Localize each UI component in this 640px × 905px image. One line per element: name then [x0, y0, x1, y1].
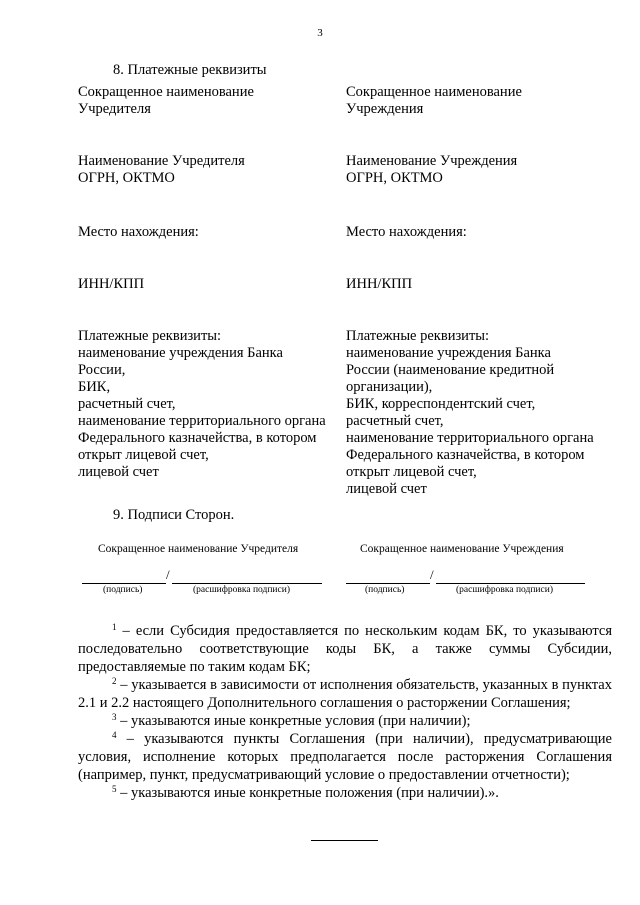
founder-name-line: ОГРН, ОКТМО: [78, 170, 175, 186]
founder-payment-details: [78, 328, 326, 481]
payment-line: России,: [78, 362, 126, 378]
payment-line: БИК, корреспондентский счет,: [346, 396, 536, 412]
footnote: [78, 730, 612, 784]
footnote-mark: 2: [112, 676, 117, 686]
founder-short-name-line: Сокращенное наименование: [78, 84, 254, 100]
payment-line: расчетный счет,: [78, 396, 176, 412]
payment-line: организации),: [346, 379, 433, 395]
institution-decoding-line: [436, 583, 585, 584]
founder-signature-caption: (подпись): [103, 585, 143, 595]
payment-line: Федерального казначейства, в котором: [78, 430, 317, 446]
section-9-heading: 9. Подписи Сторон.: [113, 507, 235, 523]
footnote: [78, 712, 612, 730]
footnote: [78, 676, 612, 712]
founder-signature-slash: /: [166, 567, 170, 582]
institution-name-line: ОГРН, ОКТМО: [346, 170, 443, 186]
founder-name: [78, 153, 245, 187]
founder-decoding-line: [172, 583, 322, 584]
founder-location: Место нахождения:: [78, 224, 199, 240]
institution-name: [346, 153, 517, 187]
founder-inn: ИНН/КПП: [78, 276, 145, 292]
institution-signature-caption: (подпись): [365, 585, 405, 595]
footnote-text: – указывается в зависимости от исполнения обязательств, указанных в пунктах 2.1 и 2.2 настоящего Дополнительного соглашения о расторжении Соглашения;: [78, 677, 612, 711]
payment-line: наименование учреждения Банка: [346, 345, 551, 361]
institution-signature-line: [346, 583, 430, 584]
payment-line: наименование территориального органа: [78, 413, 326, 429]
payment-line: расчетный счет,: [346, 413, 444, 429]
payment-line: России (наименование кредитной: [346, 362, 555, 378]
founder-short-name: [78, 84, 254, 118]
payment-line: лицевой счет: [346, 481, 427, 497]
institution-short-name-line: Сокращенное наименование: [346, 84, 522, 100]
section-8-heading: 8. Платежные реквизиты: [113, 62, 267, 78]
founder-name-line: Наименование Учредителя: [78, 153, 245, 169]
footnotes: [78, 622, 612, 802]
payment-line: Платежные реквизиты:: [346, 328, 490, 344]
founder-short-name-line: Учредителя: [78, 101, 151, 117]
page-number: 3: [317, 27, 323, 39]
institution-signature-slash: /: [430, 567, 434, 582]
founder-signature-line: [82, 583, 166, 584]
footnote: [78, 622, 612, 676]
payment-line: наименование территориального органа: [346, 430, 594, 446]
footnote-text: – указываются пункты Соглашения (при наличии), предусматривающие условия, исполнение которых предполагается после расторжения Соглашения (например, пункт, предусматривающий условие о предоставлении отчетности);: [78, 731, 612, 783]
founder-decoding-caption: (расшифровка подписи): [193, 585, 290, 595]
closing-rule: [311, 840, 378, 841]
footnote: [78, 784, 612, 802]
payment-line: наименование учреждения Банка: [78, 345, 283, 361]
payment-line: Платежные реквизиты:: [78, 328, 222, 344]
institution-name-line: Наименование Учреждения: [346, 153, 518, 169]
institution-decoding-caption: (расшифровка подписи): [456, 585, 553, 595]
institution-inn: ИНН/КПП: [346, 276, 413, 292]
footnote-text: – если Субсидия предоставляется по нескольким кодам БК, то указываются последовательно соответствующие коды БК, а также суммы Субсидии, предоставляемые по таким кодам БК;: [78, 623, 612, 675]
payment-line: лицевой счет: [78, 464, 159, 480]
footnote-text: – указываются иные конкретные условия (при наличии);: [116, 713, 471, 729]
founder-signature-title: Сокращенное наименование Учредителя: [98, 543, 299, 555]
institution-location: Место нахождения:: [346, 224, 467, 240]
institution-signature-title: Сокращенное наименование Учреждения: [360, 543, 564, 555]
footnote-mark: 4: [112, 730, 117, 740]
payment-line: БИК,: [78, 379, 111, 395]
payment-line: открыт лицевой счет,: [78, 447, 209, 463]
footnote-text: – указываются иные конкретные положения (при наличии).».: [116, 785, 499, 801]
footnote-mark: 5: [112, 784, 117, 794]
footnote-mark: 3: [112, 712, 117, 722]
institution-short-name: [346, 84, 522, 118]
payment-line: открыт лицевой счет,: [346, 464, 477, 480]
footnote-mark: 1: [112, 622, 117, 632]
institution-short-name-line: Учреждения: [346, 101, 424, 117]
institution-payment-details: [346, 328, 594, 498]
payment-line: Федерального казначейства, в котором: [346, 447, 585, 463]
